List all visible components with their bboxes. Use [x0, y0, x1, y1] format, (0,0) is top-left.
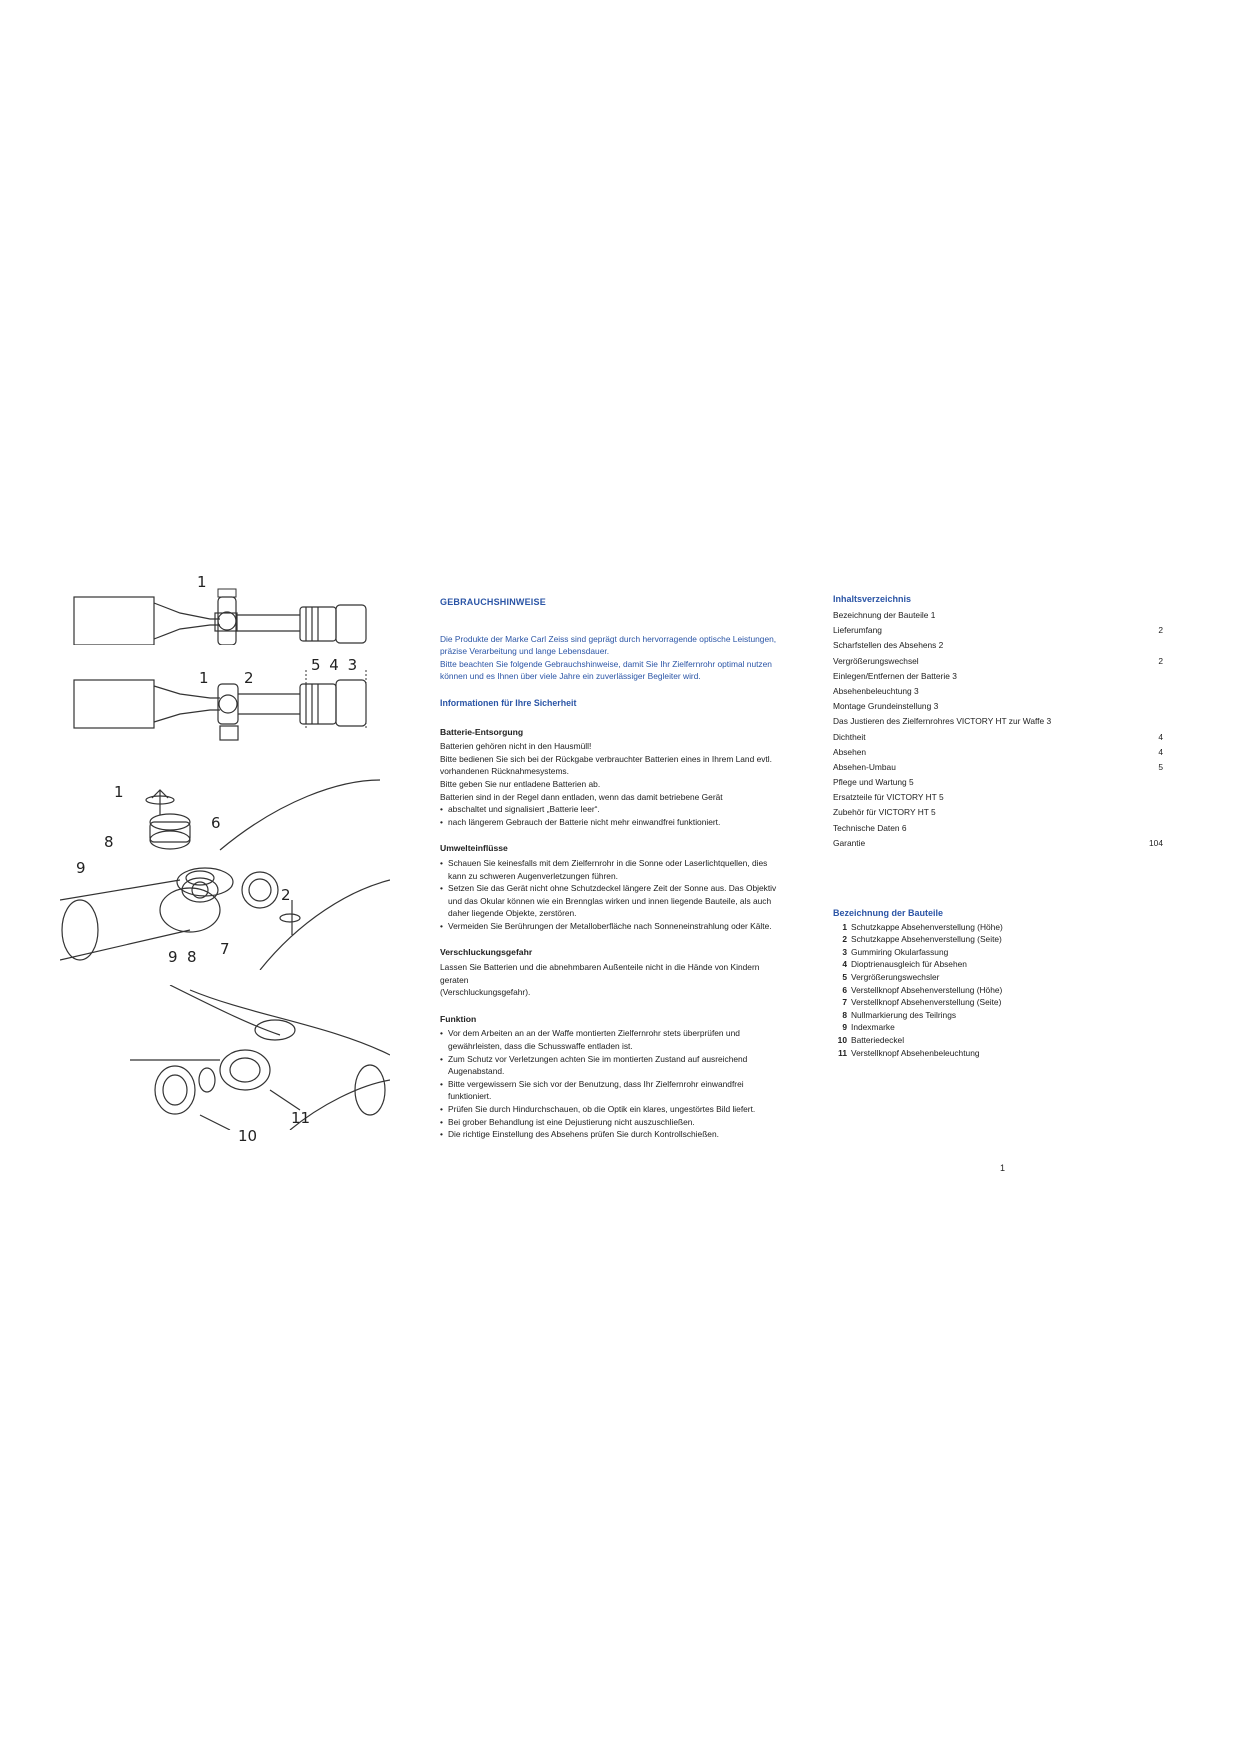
toc-label: Absehenbeleuchtung 3 — [833, 685, 919, 696]
label-battery-11: 11 — [291, 1109, 311, 1127]
function-heading: Funktion — [440, 1013, 477, 1024]
toc-label: Einlegen/Entfernen der Batterie 3 — [833, 670, 957, 681]
environment-bullet: • Schauen Sie keinesfalls mit dem Zielfernrohr in die Sonne oder Laserlichtquellen, dies kann zu schweren Augenverletzungen führen. — [440, 857, 780, 882]
toc-row — [833, 714, 1163, 729]
function-bullet: • Zum Schutz vor Verletzungen achten Sie im montierten Zustand auf ausreichend Augenabstand. — [440, 1053, 780, 1078]
table-of-contents — [833, 594, 1163, 851]
battery-bullet: • nach längerem Gebrauch der Batterie nicht mehr einwandfrei funktioniert. — [440, 816, 780, 829]
part-label: Nullmarkierung des Teilrings — [851, 1009, 957, 1020]
label-turret-2: 2 — [281, 886, 291, 904]
toc-title: Inhaltsverzeichnis — [833, 594, 912, 604]
intro-line: präzise Verarbeitung und lange Lebensdauer. — [440, 646, 610, 657]
toc-row — [833, 684, 1163, 699]
toc-label: Absehen — [833, 746, 867, 757]
swallow-heading: Verschluckungsgefahr — [440, 947, 533, 958]
toc-row — [833, 730, 1163, 745]
function-bullet: • Bei grober Behandlung ist eine Dejustierung nicht auszuschließen. — [440, 1116, 780, 1129]
parts-row — [833, 996, 1133, 1009]
part-number: 8 — [842, 1009, 847, 1020]
toc-label: Absehen-Umbau — [833, 761, 896, 772]
part-number: 2 — [842, 934, 847, 945]
toc-page: 4 — [1158, 746, 1163, 757]
part-label: Verstellknopf Absehenverstellung (Seite) — [851, 997, 1002, 1008]
toc-row — [833, 654, 1163, 669]
environment-heading: Umwelteinflüsse — [440, 843, 508, 854]
battery-line: Bitte bedienen Sie sich bei der Rückgabe verbrauchter Batterien eines in Ihrem Land evtl. — [440, 753, 772, 764]
parts-title: Bezeichnung der Bauteile — [833, 908, 944, 918]
part-number: 4 — [842, 959, 847, 970]
toc-label: Garantie — [833, 837, 866, 848]
parts-row — [833, 933, 1133, 946]
toc-row — [833, 805, 1163, 820]
part-number: 1 — [842, 921, 847, 932]
part-label: Dioptrienausgleich für Absehen — [851, 959, 967, 970]
function-bullet: • Prüfen Sie durch Hindurchschauen, ob die Optik ein klares, ungestörtes Bild liefert. — [440, 1103, 780, 1116]
toc-row — [833, 790, 1163, 805]
part-number: 5 — [842, 971, 847, 982]
toc-row — [833, 745, 1163, 760]
function-bullet: • Die richtige Einstellung des Absehens prüfen Sie durch Kontrollschießen. — [440, 1128, 780, 1141]
toc-label: Dichtheit — [833, 731, 866, 742]
part-number: 3 — [842, 946, 847, 957]
toc-row — [833, 669, 1163, 684]
toc-page: 4 — [1158, 731, 1163, 742]
usage-notes-column — [440, 596, 780, 1141]
label-turret-6: 6 — [211, 814, 221, 832]
label-turret-8b: 8 — [187, 948, 197, 966]
label-turret-1: 1 — [114, 783, 124, 801]
parts-row — [833, 984, 1133, 997]
scope-top-illustration — [70, 575, 380, 645]
toc-label: Pflege und Wartung 5 — [833, 777, 914, 788]
swallow-line: Lassen Sie Batterien und die abnehmbaren Außenteile nicht in die Hände von Kindern geraten — [440, 962, 760, 985]
parts-row — [833, 1021, 1133, 1034]
environment-bullet: • Setzen Sie das Gerät nicht ohne Schutzdeckel längere Zeit der Sonne aus. Das Objektiv und das Okular können wie ein Brennglas wirken und innen liegende Bauteile, als auch daher liegende Objekte, zerstören. — [440, 882, 780, 920]
toc-label: Das Justieren des Zielfernrohres VICTORY HT zur Waffe 3 — [833, 716, 1052, 727]
page-number: 1 — [1000, 1163, 1006, 1173]
part-label: Schutzkappe Absehenverstellung (Seite) — [851, 934, 1002, 945]
toc-label: Bezeichnung der Bauteile 1 — [833, 610, 936, 620]
part-label: Vergrößerungswechsler — [851, 971, 940, 982]
function-bullet: • Bitte vergewissern Sie sich vor der Benutzung, dass Ihr Zielfernrohr einwandfrei funktioniert. — [440, 1078, 780, 1103]
toc-page: 2 — [1158, 655, 1163, 666]
part-number: 10 — [837, 1034, 847, 1045]
label-top-1: 1 — [197, 573, 207, 591]
toc-row — [833, 775, 1163, 790]
battery-bullet: • abschaltet und signalisiert „Batterie leer“. — [440, 803, 780, 816]
label-side-543: 5 4 3 — [311, 656, 360, 674]
swallow-line: (Verschluckungsgefahr). — [440, 987, 531, 998]
part-label: Indexmarke — [851, 1022, 895, 1033]
battery-line: vorhandenen Rücknahmesystems. — [440, 766, 569, 777]
part-label: Batteriedeckel — [851, 1034, 905, 1045]
parts-row — [833, 946, 1133, 959]
label-turret-9a: 9 — [76, 859, 86, 877]
toc-label: Zubehör für VICTORY HT 5 — [833, 807, 936, 818]
toc-row — [833, 760, 1163, 775]
scope-side-illustration — [70, 670, 380, 750]
parts-row — [833, 958, 1133, 971]
usage-intro — [440, 633, 780, 683]
label-turret-9b: 9 — [168, 948, 178, 966]
intro-line: Die Produkte der Marke Carl Zeiss sind geprägt durch hervorragende optische Leistungen, — [440, 633, 777, 644]
function-bullet: • Vor dem Arbeiten an an der Waffe montierten Zielfernrohr stets überprüfen und gewährleisten, dass die Schusswaffe entladen ist. — [440, 1027, 780, 1052]
label-battery-10: 10 — [238, 1127, 258, 1145]
toc-row — [833, 821, 1163, 836]
toc-row — [833, 638, 1163, 653]
safety-heading: Informationen für Ihre Sicherheit — [440, 697, 577, 708]
parts-list — [833, 907, 1133, 1059]
label-turret-8a: 8 — [104, 833, 114, 851]
toc-page: 104 — [1149, 837, 1163, 848]
battery-line: Batterien sind in der Regel dann entladen, wenn das damit betriebene Gerät — [440, 791, 723, 802]
part-label: Schutzkappe Absehenverstellung (Höhe) — [851, 921, 1003, 932]
usage-heading: GEBRAUCHSHINWEISE — [440, 597, 546, 607]
part-number: 6 — [842, 984, 847, 995]
part-label: Gummiring Okularfassung — [851, 946, 949, 957]
part-label: Verstellknopf Absehenbeleuchtung — [851, 1047, 980, 1058]
toc-label: Scharfstellen des Absehens 2 — [833, 640, 944, 651]
battery-line: Batterien gehören nicht in den Hausmüll! — [440, 741, 592, 752]
intro-line: Bitte beachten Sie folgende Gebrauchshinweise, damit Sie Ihr Zielfernrohr optimal nutzen — [440, 658, 772, 669]
toc-label: Ersatzteile für VICTORY HT 5 — [833, 792, 944, 803]
battery-heading: Batterie-Entsorgung — [440, 726, 524, 737]
part-number: 9 — [842, 1022, 847, 1033]
parts-row — [833, 921, 1133, 934]
label-mid-2: 2 — [244, 669, 254, 687]
parts-row — [833, 1034, 1133, 1047]
label-turret-7: 7 — [220, 940, 230, 958]
environment-bullet: • Vermeiden Sie Berührungen der Metalloberfläche nach Sonneneinstrahlung oder Kälte. — [440, 920, 780, 933]
toc-label: Montage Grundeinstellung 3 — [833, 701, 939, 712]
battery-illustration — [130, 985, 390, 1130]
toc-label: Vergrößerungswechsel — [833, 655, 919, 666]
battery-line: Bitte geben Sie nur entladene Batterien ab. — [440, 778, 601, 789]
label-mid-1: 1 — [199, 669, 209, 687]
toc-page: 2 — [1158, 625, 1163, 636]
part-number: 7 — [842, 997, 847, 1008]
toc-label: Technische Daten 6 — [833, 822, 907, 833]
intro-line: können und es Ihnen über viele Jahre ein zuverlässiger Begleiter wird. — [440, 671, 701, 682]
toc-row — [833, 699, 1163, 714]
parts-row — [833, 971, 1133, 984]
parts-row — [833, 1009, 1133, 1022]
part-label: Verstellknopf Absehenverstellung (Höhe) — [851, 984, 1003, 995]
part-number: 11 — [838, 1047, 847, 1058]
toc-row — [833, 623, 1163, 638]
toc-page: 5 — [1158, 761, 1163, 772]
toc-label: Lieferumfang — [833, 625, 882, 636]
parts-row — [833, 1047, 1133, 1060]
toc-row — [833, 608, 1163, 623]
toc-row — [833, 836, 1163, 851]
